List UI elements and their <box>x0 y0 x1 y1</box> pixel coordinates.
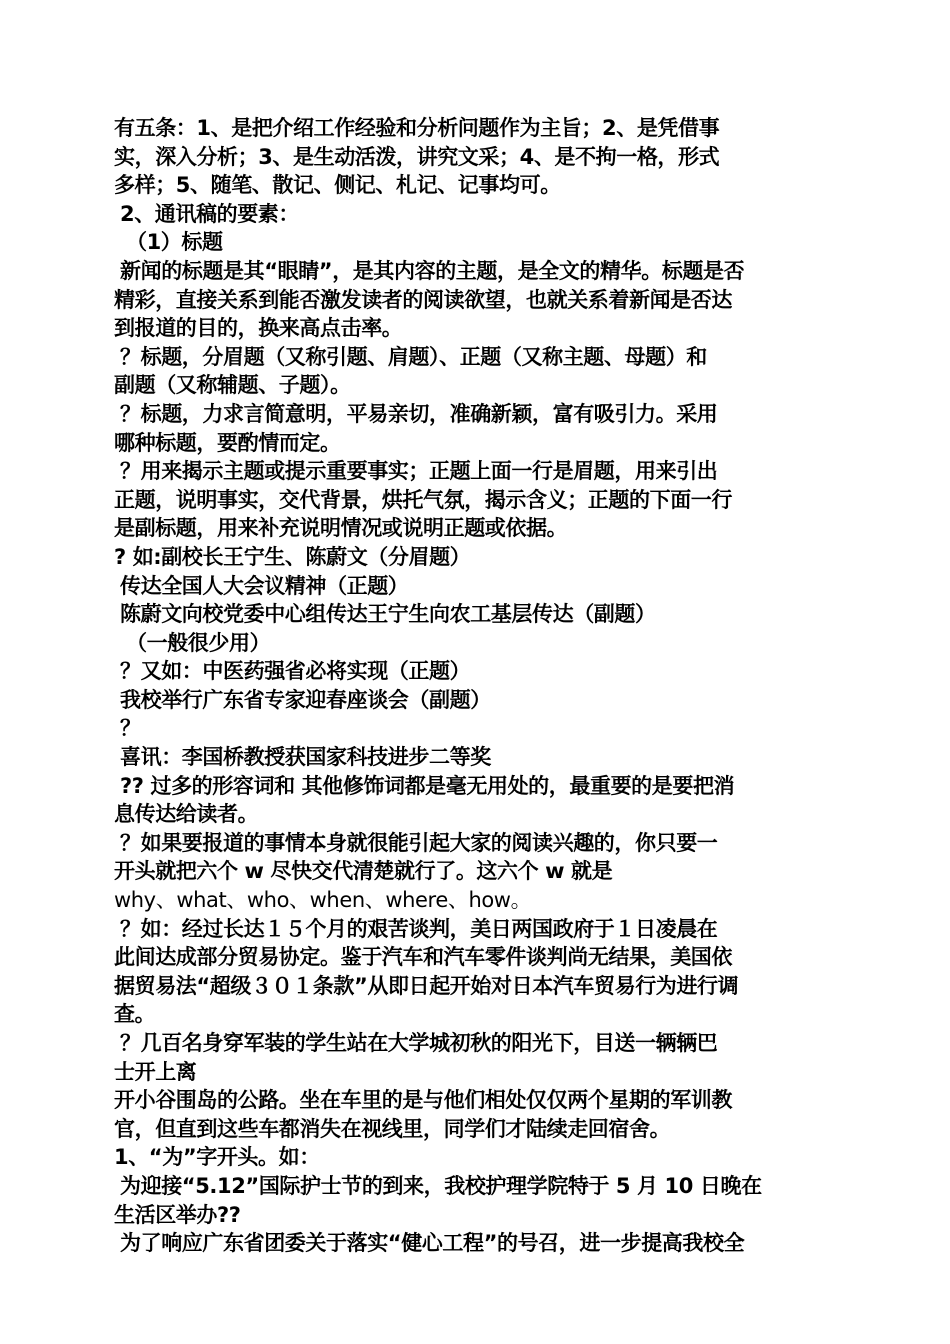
text-line: ？如果要报道的事情本身就很能引起大家的阅读兴趣的，你只要一 <box>120 830 718 855</box>
text-line: 实，深入分析；3、是生动活泼，讲究文采；4、是不拘一格，形式 <box>114 144 720 169</box>
text-line: 传达全国人大会议精神（正题） <box>120 573 409 598</box>
text-line: ？用来揭示主题或提示重要事实；正题上面一行是眉题，用来引出 <box>120 459 718 484</box>
text-line: ？标题，分眉题（又称引题、肩题）、正题（又称主题、母题）和 <box>120 344 707 369</box>
text-line: 我校举行广东省专家迎春座谈会（副题） <box>120 687 491 712</box>
document-body <box>114 114 844 1258</box>
text-line: （1）标题 <box>126 230 223 255</box>
text-line: （一般很少用） <box>126 630 271 655</box>
text-line: 为迎接“5.12”国际护士节的到来，我校护理学院特于 5 月 10 日晚在 <box>120 1173 762 1198</box>
text-line: ？ <box>120 716 141 741</box>
text-line: 为了响应广东省团委关于落实“健心工程”的号召，进一步提高我校全 <box>120 1231 745 1256</box>
text-line: ？几百名身穿军装的学生站在大学城初秋的阳光下，目送一辆辆巴 <box>120 1031 718 1055</box>
text-line: ？如：经过长达１５个月的艰苦谈判，美日两国政府于１日凌晨在 <box>120 916 718 941</box>
text-line: 查。 <box>114 1002 156 1027</box>
text-line: 多样；5、随笔、散记、侧记、札记、记事均可。 <box>114 173 561 198</box>
text-line: why、what、who、when、where、how。 <box>114 888 532 913</box>
text-line: 开小谷围岛的公路。坐在车里的是与他们相处仅仅两个星期的军训教 <box>114 1088 732 1113</box>
text-line: 到报道的目的，换来高点击率。 <box>114 316 403 341</box>
text-line: 此间达成部分贸易协定。鉴于汽车和汽车零件谈判尚无结果，美国依 <box>114 945 732 970</box>
text-line: 喜讯：李国桥教授获国家科技进步二等奖 <box>120 745 491 770</box>
text-line: ？又如：中医药强省必将实现（正题） <box>120 659 471 684</box>
text-line: 开头就把六个 w 尽快交代清楚就行了。这六个 w 就是 <box>114 859 613 884</box>
text-line: 正题，说明事实，交代背景，烘托气氛，揭示含义；正题的下面一行 <box>114 487 732 512</box>
text-line: ？标题，力求言简意明，平易亲切，准确新颖，富有吸引力。采用 <box>120 401 718 426</box>
text-line: 新闻的标题是其“眼睛”，是其内容的主题，是全文的精华。标题是否 <box>120 258 745 283</box>
text-line: 官，但直到这些车都消失在视线里，同学们才陆续走回宿舍。 <box>114 1116 671 1141</box>
text-line: 1、“为”字开头。如： <box>114 1145 320 1170</box>
text-line: 是副标题，用来补充说明情况或说明正题或依据。 <box>114 516 568 541</box>
text-line: 士开上离 <box>114 1059 197 1084</box>
text-line: 据贸易法“超级３０１条款”从即日起开始对日本汽车贸易行为进行调 <box>114 973 739 998</box>
text-line: 有五条：1、是把介绍工作经验和分析问题作为主旨；2、是凭借事 <box>114 116 720 140</box>
text-line: 精彩，直接关系到能否激发读者的阅读欲望，也就关系着新闻是否达 <box>114 287 732 312</box>
text-line: 息传达给读者。 <box>114 802 259 827</box>
text-line: 生活区举办?? <box>114 1202 241 1227</box>
text-line: ?? 过多的形容词和 其他修饰词都是毫无用处的，最重要的是要把消 <box>120 773 735 798</box>
text-line: 副题（又称辅题、子题）。 <box>114 373 351 398</box>
text-line: 2、通讯稿的要素： <box>120 201 300 226</box>
text-line: ? 如:副校长王宁生、陈蔚文（分眉题） <box>114 544 471 569</box>
text-line: 哪种标题，要酌情而定。 <box>114 430 341 455</box>
text-line: 陈蔚文向校党委中心组传达王宁生向农工基层传达（副题） <box>120 602 656 627</box>
